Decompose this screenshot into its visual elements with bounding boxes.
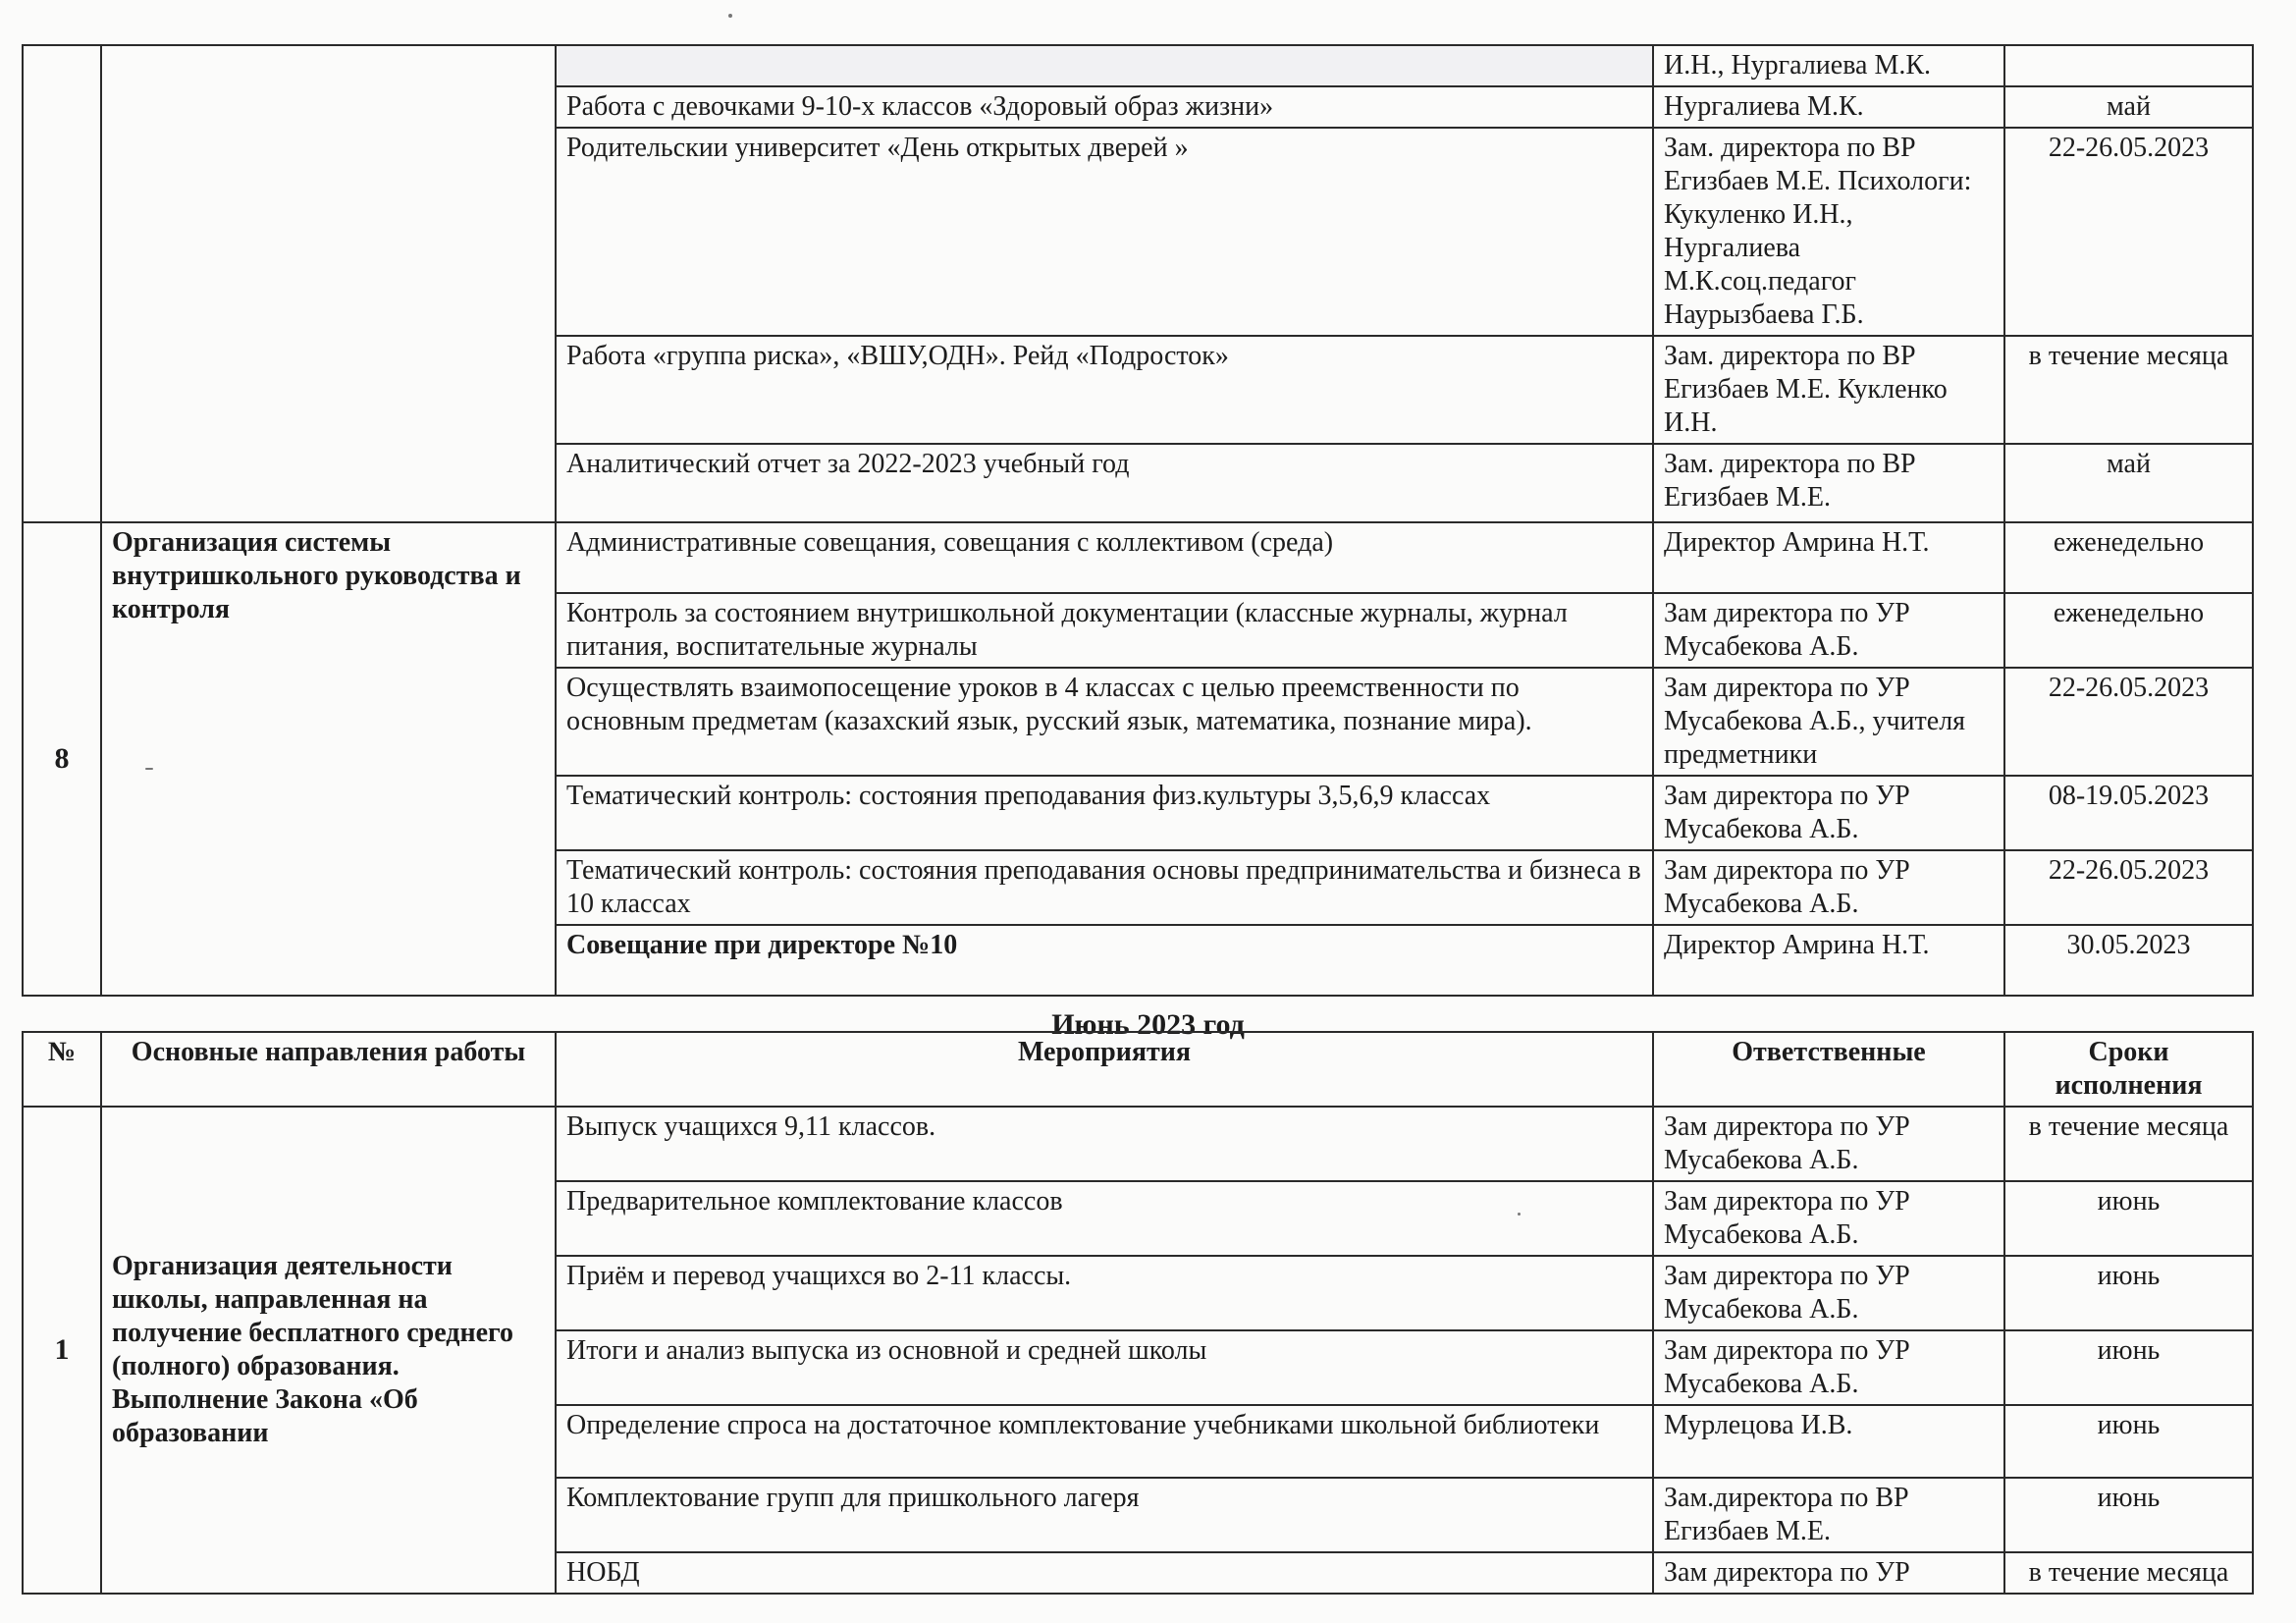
event-cell: НОБД xyxy=(556,1552,1653,1594)
table-row xyxy=(23,1107,2253,1181)
event-cell: Работа «группа риска», «ВШУ,ОДН». Рейд «Подросток» xyxy=(556,336,1653,444)
deadline-cell: в течение месяца xyxy=(2004,1552,2253,1594)
deadline-cell: июнь xyxy=(2004,1330,2253,1405)
responsible-cell: Мурлецова И.В. xyxy=(1653,1405,2004,1478)
number-cell xyxy=(23,45,101,522)
deadline-cell: 30.05.2023 xyxy=(2004,925,2253,996)
event-cell: Аналитический отчет за 2022-2023 учебный год xyxy=(556,444,1653,522)
deadline-cell: май xyxy=(2004,444,2253,522)
deadline-cell: июнь xyxy=(2004,1181,2253,1256)
responsible-cell: Зам директора по УР Мусабекова А.Б. xyxy=(1653,1256,2004,1330)
june-plan-table xyxy=(22,1031,2254,1595)
event-cell: Осуществлять взаимопосещение уроков в 4 классах с целью преемственности по основным предметам (казахский язык, русский язык, математика, познание мира). xyxy=(556,668,1653,776)
section-direction: Организация системы внутришкольного руководства и контроля xyxy=(101,522,556,996)
june-heading: Июнь 2023 год xyxy=(1051,1008,1245,1041)
responsible-cell: Зам.директора по ВР Егизбаев М.Е. xyxy=(1653,1478,2004,1552)
deadline-cell xyxy=(2004,45,2253,86)
deadline-cell: в течение месяца xyxy=(2004,1107,2253,1181)
event-cell xyxy=(556,45,1653,86)
deadline-cell: 08-19.05.2023 xyxy=(2004,776,2253,850)
section-direction: Организация деятельности школы, направленная на получение бесплатного среднего (полного) образования. Выполнение Закона «Об образовании xyxy=(101,1107,556,1594)
scan-speck xyxy=(145,768,153,770)
responsible-cell: Директор Амрина Н.Т. xyxy=(1653,925,2004,996)
section-number: 8 xyxy=(23,522,101,996)
deadline-cell: 22-26.05.2023 xyxy=(2004,850,2253,925)
responsible-cell: Зам. директора по ВР Егизбаев М.Е. Психологи: Кукуленко И.Н., Нургалиева М.К.соц.педагог Наурызбаева Г.Б. xyxy=(1653,128,2004,336)
header-number: № xyxy=(23,1032,101,1107)
scan-speck xyxy=(728,14,732,18)
section-number: 1 xyxy=(23,1107,101,1594)
table-header-row xyxy=(23,1032,2253,1107)
responsible-cell: Нургалиева М.К. xyxy=(1653,86,2004,128)
event-cell: Итоги и анализ выпуска из основной и средней школы xyxy=(556,1330,1653,1405)
responsible-cell: Зам директора по УР Мусабекова А.Б., учителя предметники xyxy=(1653,668,2004,776)
event-cell: Родительскии университет «День открытых дверей » xyxy=(556,128,1653,336)
responsible-cell: Зам директора по УР Мусабекова А.Б. xyxy=(1653,593,2004,668)
header-direction: Основные направления работы xyxy=(101,1032,556,1107)
event-cell: Работа с девочками 9-10-х классов «Здоровый образ жизни» xyxy=(556,86,1653,128)
table-row xyxy=(23,522,2253,593)
event-cell: Контроль за состоянием внутришкольной документации (классные журналы, журнал питания, воспитательные журналы xyxy=(556,593,1653,668)
event-cell: Комплектование групп для пришкольного лагеря xyxy=(556,1478,1653,1552)
deadline-cell: в течение месяца xyxy=(2004,336,2253,444)
event-cell: Предварительное комплектование классов xyxy=(556,1181,1653,1256)
event-cell: Тематический контроль: состояния преподавания физ.культуры 3,5,6,9 классах xyxy=(556,776,1653,850)
header-event: Мероприятия xyxy=(556,1032,1653,1107)
deadline-cell: май xyxy=(2004,86,2253,128)
responsible-cell: Зам директора по УР Мусабекова А.Б. xyxy=(1653,850,2004,925)
deadline-cell: 22-26.05.2023 xyxy=(2004,128,2253,336)
deadline-cell: 22-26.05.2023 xyxy=(2004,668,2253,776)
responsible-cell: Зам директора по УР Мусабекова А.Б. xyxy=(1653,1107,2004,1181)
responsible-cell: Зам директора по УР Мусабекова А.Б. xyxy=(1653,1181,2004,1256)
direction-cell xyxy=(101,45,556,522)
header-responsible: Ответственные xyxy=(1653,1032,2004,1107)
responsible-cell: Зам директора по УР Мусабекова А.Б. xyxy=(1653,1330,2004,1405)
responsible-cell: Зам. директора по ВР Егизбаев М.Е. xyxy=(1653,444,2004,522)
event-cell: Приём и перевод учащихся во 2-11 классы. xyxy=(556,1256,1653,1330)
header-deadline: Сроки исполнения xyxy=(2004,1032,2253,1107)
event-cell: Тематический контроль: состояния преподавания основы предпринимательства и бизнеса в 10 классах xyxy=(556,850,1653,925)
deadline-cell: июнь xyxy=(2004,1256,2253,1330)
deadline-cell: июнь xyxy=(2004,1478,2253,1552)
responsible-cell: Зам директора по УР Мусабекова А.Б. xyxy=(1653,776,2004,850)
event-cell: Совещание при директоре №10 xyxy=(556,925,1653,996)
may-plan-table xyxy=(22,44,2254,997)
event-cell: Выпуск учащихся 9,11 классов. xyxy=(556,1107,1653,1181)
responsible-cell: Зам директора по УР xyxy=(1653,1552,2004,1594)
scan-speck xyxy=(1518,1213,1521,1216)
deadline-cell: еженедельно xyxy=(2004,593,2253,668)
deadline-cell: июнь xyxy=(2004,1405,2253,1478)
deadline-cell: еженедельно xyxy=(2004,522,2253,593)
table-row xyxy=(23,45,2253,86)
responsible-cell: И.Н., Нургалиева М.К. xyxy=(1653,45,2004,86)
event-cell: Административные совещания, совещания с коллективом (среда) xyxy=(556,522,1653,593)
responsible-cell: Директор Амрина Н.Т. xyxy=(1653,522,2004,593)
event-cell: Определение спроса на достаточное комплектование учебниками школьной библиотеки xyxy=(556,1405,1653,1478)
responsible-cell: Зам. директора по ВР Егизбаев М.Е. Кукленко И.Н. xyxy=(1653,336,2004,444)
